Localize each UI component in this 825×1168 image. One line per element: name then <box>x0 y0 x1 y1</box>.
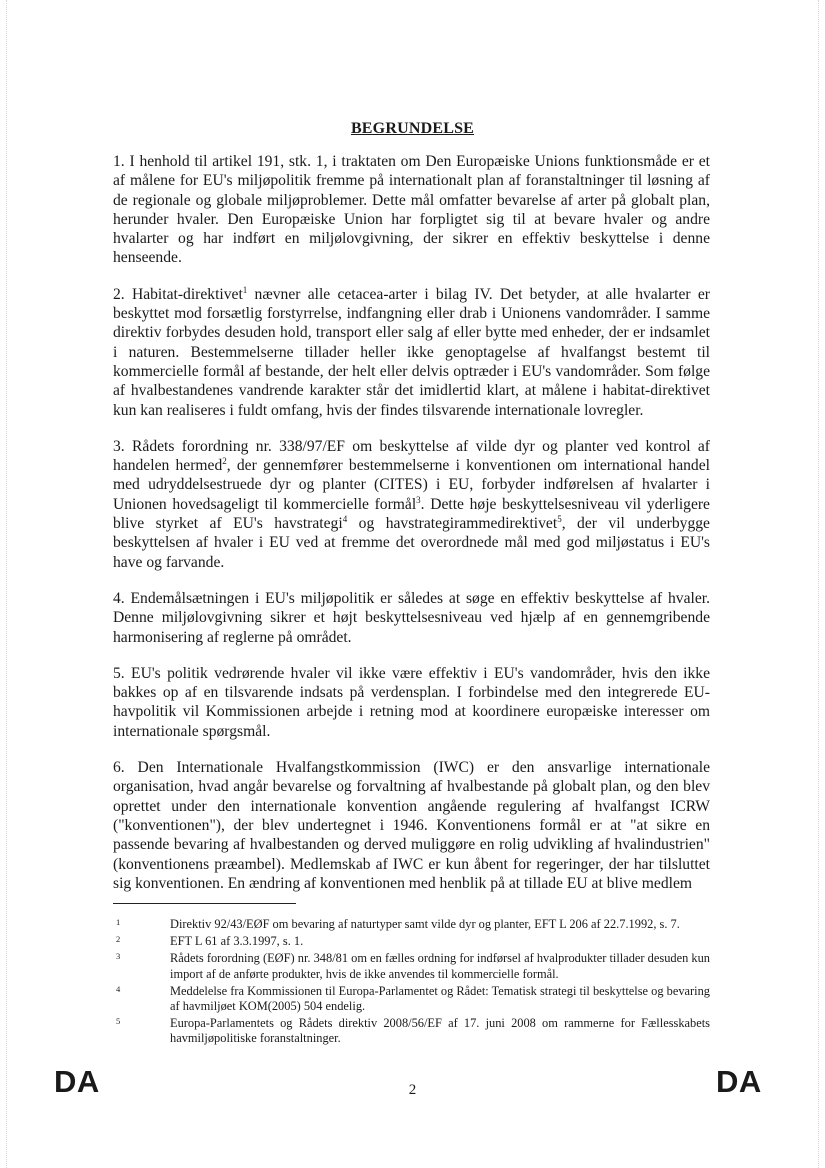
footnote-number: 3 <box>116 951 121 962</box>
footnote-text: EFT L 61 af 3.3.1997, s. 1. <box>170 934 304 949</box>
paragraph-text: . Dette høje beskyttelsesniveau vil yderligere blive styrket af EU's havstrategi <box>113 495 710 533</box>
language-mark-left: DA <box>54 1064 100 1099</box>
footnotes <box>113 917 710 1049</box>
footnote-reference: 3 <box>416 494 421 505</box>
paragraph-text: 6. Den Internationale Hvalfangstkommission (IWC) er den ansvarlige internationale organisation, hvad angår bevarelse og forvaltning af hvalbestande på globalt plan, og den blev oprettet under den internationale konvention angående regulering af hvalfangst ICRW ("konventionen"), der blev undertegnet i 1946. Konventionens formål er at "at sikre en passende bevaring af hvalbestanden og derved muliggøre en rolig udvikling af hvalindustrien" (konventionens præambel). Medlemskab af IWC er kun åbent for regeringer, der har tilsluttet sig konventionen. En ændring af konventionen med henblik på at tillade EU at blive medlem <box>113 759 710 892</box>
paragraph-text: 4. Endemålsætningen i EU's miljøpolitik er således at søge en effektiv beskyttelse af hvaler. Denne miljølovgivning sikrer et højt beskyttelsesniveau ved hjælp af en gennemgribende harmonisering af reglerne på området. <box>113 589 710 646</box>
footnote-text: Meddelelse fra Kommissionen til Europa-Parlamentet og Rådet: Tematisk strategi til beskyttelse og bevaring af havmiljøet KOM(2005) 504 endelig. <box>170 983 710 1014</box>
paragraph-4 <box>113 589 710 647</box>
paragraph-text: 1. I henhold til artikel 191, stk. 1, i traktaten om Den Europæiske Unions funktionsmåde er et af målene for EU's miljøpolitik fremme på internationalt plan af foranstaltninger til løsning af de regionale og globale miljøproblemer. Dette mål omfatter bevarelse af arter på globalt plan, herunder hvaler. Den Europæiske Union har forpligtet sig til at bevare hvaler og andre hvalarter og har indført en miljølovgivning, der sikrer en effektiv beskyttelse i denne henseende. <box>113 153 710 267</box>
footnote-item <box>113 934 710 949</box>
footnote-number: 2 <box>116 934 121 945</box>
paragraph-text: 2. Habitat-direktivet <box>113 285 243 303</box>
footnote-number: 1 <box>116 917 121 927</box>
paragraph-text: nævner alle cetacea-arter i bilag IV. Det betyder, at alle hvalarter er beskyttet mod forsætlig forstyrrelse, indfangning eller drab i Unionens vandområder. I samme direktiv forbydes desuden hold, transport eller salg af eller bytte med enheder, der er indsamlet i naturen. Bestemmelserne tillader heller ikke genoptagelse af hvalfangst bestemt til kommercielle formål af bestande, der helt eller delvis optræder i EU's vandområder. Som følge af hvalbestandenes vandrende karakter står det imidlertid klart, at målene i habitat-direktivet kun kan realiseres i fuldt omfang, hvis der findes tilsvarende internationale lovregler. <box>113 285 710 419</box>
footnote-item <box>113 984 710 1014</box>
footnote-number: 5 <box>116 1016 121 1027</box>
body-text <box>113 152 710 910</box>
footnote-reference: 5 <box>557 513 562 524</box>
scan-edge-left <box>6 0 7 1168</box>
paragraph-text: og havstrategirammedirektivet <box>347 515 558 533</box>
language-mark-right: DA <box>716 1064 762 1099</box>
footnote-item <box>113 917 710 932</box>
footnote-reference: 1 <box>242 284 248 295</box>
paragraph-text: , der vil underbygge beskyttelsen af hvaler i EU ved at fremme det overordnede mål med god miljøstatus i EU's have og farvande. <box>113 515 710 571</box>
footnote-number: 4 <box>116 983 121 994</box>
document-title: BEGRUNDELSE <box>350 120 475 137</box>
footnote-reference: 4 <box>342 513 348 524</box>
footnote-item <box>113 951 710 981</box>
paragraph-text: 5. EU's politik vedrørende hvaler vil ikke være effektiv i EU's vandområder, hvis den ikke bakkes op af en tilsvarende indsats på verdensplan. I forbindelse med den integrerede EU-havpolitik vil Kommissionen arbejde i retning mod at koordinere europæiske interesser om internationale spørgsmål. <box>113 664 710 740</box>
footnote-item <box>113 1016 710 1046</box>
paragraph-3 <box>113 437 710 572</box>
paragraph-6 <box>113 758 710 893</box>
paragraph-5 <box>113 664 710 741</box>
scan-edge-right <box>818 0 819 1168</box>
paragraph-1 <box>113 152 710 268</box>
paragraph-2 <box>113 285 710 420</box>
footnote-text: Rådets forordning (EØF) nr. 348/81 om en fælles ordning for indførsel af hvalprodukter tillader desuden kun import af de anførte produkter, hvis de ikke anvendes til kommercielle formål. <box>170 951 710 981</box>
footnote-text: Direktiv 92/43/EØF om bevaring af naturtyper samt vilde dyr og planter, EFT L 206 af 22.7.1992, s. 7. <box>170 917 680 931</box>
footnote-reference: 2 <box>222 455 227 466</box>
paragraph-text: , der gennemfører bestemmelserne i konventionen om international handel med udryddelsestruede dyr og planter (CITES) i EU, forbyder indførelsen af hvalarter i Unionen hovedsageligt til kommercielle formål <box>113 457 710 513</box>
footnote-text: Europa-Parlamentets og Rådets direktiv 2008/56/EF af 17. juni 2008 om rammerne for Fællesskabets havmiljøpolitiske foranstaltninger. <box>170 1016 710 1046</box>
footnote-separator <box>113 903 296 904</box>
paragraph-text: 3. Rådets forordning nr. 338/97/EF om beskyttelse af vilde dyr og planter ved kontrol af handelen hermed <box>113 437 710 475</box>
page-number: 2 <box>408 1082 417 1098</box>
